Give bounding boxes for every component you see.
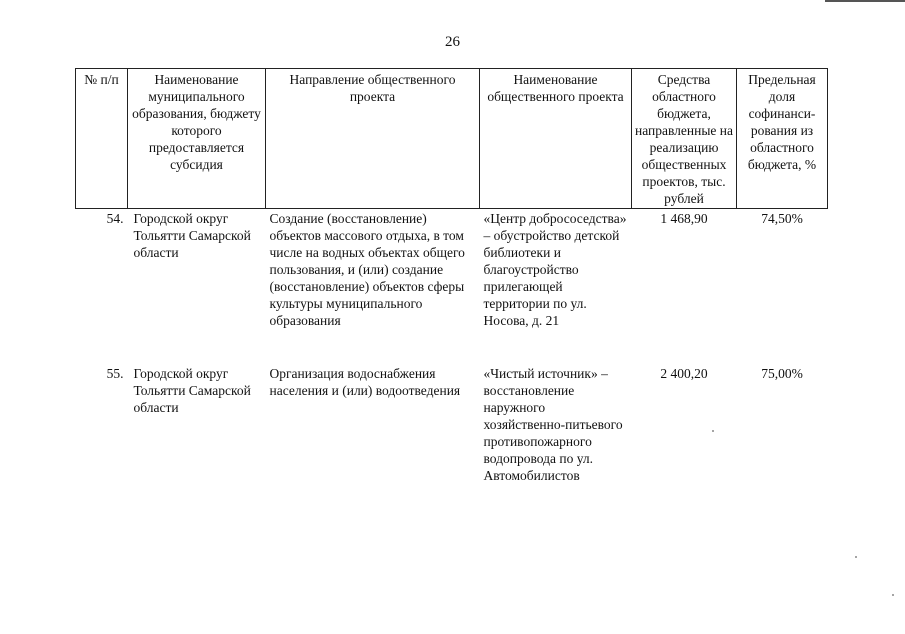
header-number: № п/п <box>76 69 128 209</box>
share-cell: 74,50% <box>761 211 803 226</box>
scan-speck <box>855 556 857 558</box>
table-row <box>76 365 828 484</box>
funds-cell: 2 400,20 <box>660 366 708 381</box>
row-number: 54. <box>106 211 124 226</box>
direction-cell: Создание (восстановление) объектов массового отдыха, в том числе на водных объектах общего пользования, и (или) создание (восстановление) объектов сферы культуры муниципального образования <box>269 211 465 328</box>
scan-edge-mark <box>825 0 905 2</box>
direction-cell: Организация водоснабжения населения и (или) водоотведения <box>269 366 461 398</box>
header-funds: Средства областного бюджета, направленные на реализацию общественных проектов, тыс. рублей <box>632 69 737 209</box>
municipality-cell: Городской округ Тольятти Самарской области <box>133 211 251 260</box>
subsidy-table <box>75 68 828 484</box>
share-cell: 75,00% <box>761 366 803 381</box>
table-row <box>76 209 828 366</box>
project-cell: «Центр добрососедства» – обустройство детской библиотеки и благоустройство прилегающей территории по ул. Носова, д. 21 <box>483 211 627 328</box>
page-number: 26 <box>445 34 460 50</box>
scan-speck <box>712 430 714 432</box>
project-cell: «Чистый источник» – восстановление наружного хозяйственно-питьевого противопожарного водопровода по ул. Автомобилистов <box>483 366 623 483</box>
municipality-cell: Городской округ Тольятти Самарской области <box>133 366 251 415</box>
funds-cell: 1 468,90 <box>660 211 708 226</box>
table-header-row <box>76 69 828 209</box>
scan-speck <box>892 594 894 596</box>
row-number: 55. <box>106 366 124 381</box>
header-direction: Направление общественного проекта <box>266 69 480 209</box>
header-share: Предельная доля софинанси-рования из областного бюджета, % <box>737 69 828 209</box>
header-municipality: Наименование муниципального образования, бюджету которого предоставляется субсидия <box>128 69 266 209</box>
header-project: Наименование общественного проекта <box>480 69 632 209</box>
